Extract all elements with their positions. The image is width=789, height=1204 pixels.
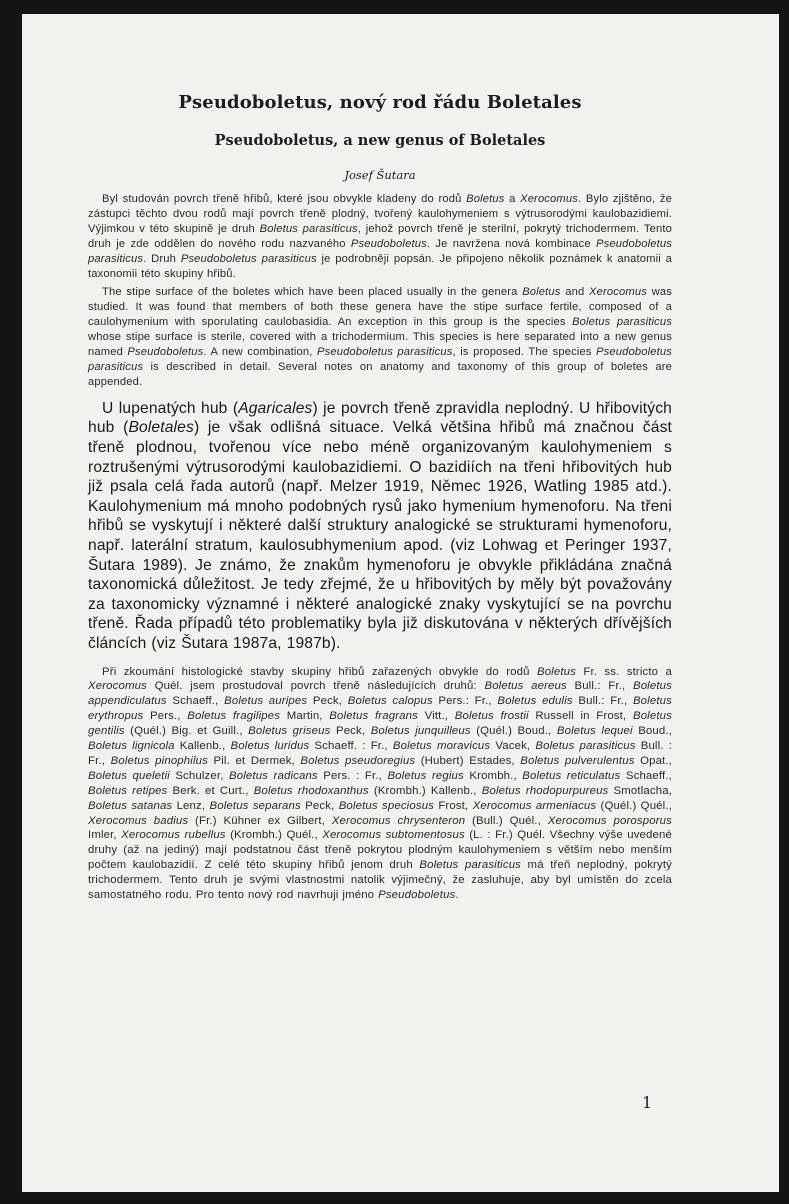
text-run: . A new combination, [203, 346, 317, 359]
italic-term: Boletus [522, 286, 561, 299]
italic-term: Boletus regius [387, 769, 464, 782]
text-run: Schaeff., [166, 695, 225, 708]
text-run: Vitt., [417, 710, 455, 723]
text-run: . Bylo zjištěno, že zástupci těchto dvou rodů mají povrch třeně plodný, tvořený kaulohymeniem s výtrusorodými kaulobazidiemi. Výjimkou v této skupině je druh [88, 193, 672, 235]
italic-term: Boletus parasiticus [259, 222, 358, 235]
text-run: Vacek, [490, 740, 536, 753]
italic-term: Boletus reticulatus [522, 769, 621, 782]
italic-term: Boletus luridus [230, 740, 310, 753]
text-run: . Je navržena nová kombinace [426, 237, 597, 250]
text-run: , jehož povrch třeně je sterilní, pokrytý trichodermem. Tento druh je zde oddělen do nového rodu nazvaného [88, 222, 672, 250]
italic-term: Xerocomus rubellus [121, 829, 226, 842]
italic-term: Pseudoboletus parasiticus [88, 237, 673, 265]
text-run: Martin, [280, 710, 330, 723]
text-run: is described in detail. Several notes on anatomy and taxonomy of this group of boletes are appended. [88, 360, 672, 388]
text-run: (Quél.) Big. et Guill., [124, 725, 249, 738]
text-run: (Krombh.) Kallenb., [368, 784, 482, 797]
text-run: Opat., [634, 754, 672, 767]
italic-term: Boletus parasiticus [419, 859, 522, 872]
text-run: . [455, 889, 459, 902]
journal-page [22, 14, 779, 1192]
text-run: ) je však odlišná situace. Velká většina hřibů má značnou část třeně plodnou, tvořenou více nebo méně organizovaným kaulohymeniem s roztrušenými výtrusorodými kaulobazidiemi. O bazidiích na třeni hřibovitých hub již psala celá řada autorů (např. Melzer 1919, Němec 1926, Watling 1985 atd.). Kaulohymenium má mnoho podobných rysů jako hymenium hymenoforu. Na třeni hřibů se vyskytují i některé další struktury analogické se strukturami hymenoforu, např. laterální stratum, kaulosubhymenium apod. (viz Lohwag et Peringer 1937, Šutara 1989). Je známo, že znakům hymenoforu je obvykle přikládána značná taxonomická důležitost. Je tedy zřejmé, že u hřibovitých by měly být považovány za taxonomicky významné i některé analogické znaky vyskytující se na povrchu třeně. Řada případů této problematiky byla již diskutována v některých dřívějších článcích (viz Šutara 1987a, 1987b). [88, 419, 672, 652]
text-run: Peck, [330, 725, 371, 738]
italic-term: Xerocomus badius [88, 814, 189, 827]
text-run: (Bull.) Quél., [465, 814, 548, 827]
text-run: má třeň neplodný, pokrytý trichodermem. Tento druh je svými vlastnostmi natolik výjimečný, že zasluhuje, aby byl umístěn do zcela samostatného rodu. Pro tento nový rod navrhuji jméno [88, 859, 672, 902]
article-title: Pseudoboletus, nový rod řádu Boletales [178, 92, 582, 113]
italic-term: Boletus queletii [88, 769, 170, 782]
text-run: whose stipe surface is sterile, covered with a trichodermium. This species is here separated into a new genus named [88, 331, 672, 359]
italic-term: Boletus [536, 665, 576, 678]
text-run: Peck, [307, 695, 348, 708]
text-run: Pers.: Fr., [432, 695, 498, 708]
italic-term: Boletus pulverulentus [520, 754, 635, 767]
text-run: Russell in Frost, [528, 710, 633, 723]
italic-term: Boletus erythropus [88, 695, 672, 723]
page-number: 1 [642, 1093, 653, 1112]
italic-term: Boletus parasiticus [535, 740, 636, 753]
article [88, 14, 672, 903]
text-run: Imler, [88, 829, 122, 842]
italic-term: Boletus pseudoregius [300, 754, 416, 767]
text-run: (Hubert) Estades, [415, 754, 521, 767]
italic-term: Boletus griseus [248, 725, 331, 738]
text-run: . Druh [143, 252, 181, 265]
italic-term: Boletus satanas [88, 799, 173, 812]
text-run: Pers. : Fr., [317, 769, 388, 782]
italic-term: Boletus edulis [497, 695, 573, 708]
italic-term: Xerocomus [520, 193, 579, 205]
italic-term: Boletus auripes [224, 695, 308, 708]
text-run: Pers., [143, 710, 188, 723]
text-run: Při zkoumání histologické stavby skupiny hřibů zařazených obvykle do rodů [102, 665, 537, 678]
italic-term: Boletus frostii [454, 710, 529, 723]
italic-term: Xerocomus subtomentosus [322, 829, 465, 842]
text-run: Berk. et Curt., [167, 784, 254, 797]
text-run: Bull. : Fr., [88, 740, 673, 767]
text-run: Krombh., [463, 769, 523, 782]
text-run: , is proposed. The species [452, 346, 597, 359]
body-intro [88, 399, 672, 654]
text-run: Bull.: Fr., [572, 695, 633, 708]
italic-term: Boletus appendiculatus [88, 680, 672, 708]
italic-term: Pseudoboletus parasiticus [317, 346, 453, 359]
article-author: Josef Šutara [344, 168, 416, 182]
italic-term: Pseudoboletus [350, 237, 427, 250]
italic-term: Xerocomus [88, 680, 147, 693]
abstract [88, 192, 672, 390]
italic-term: Boletus lignicola [88, 740, 175, 753]
italic-term: Boletus pinophilus [110, 754, 208, 767]
text-run: and [560, 286, 590, 299]
italic-term: Boletus fragrans [329, 710, 418, 723]
italic-term: Xerocomus porosporus [547, 814, 672, 827]
text-run: Smotlacha, [608, 784, 672, 797]
text-run: Bull.: Fr., [566, 680, 633, 693]
text-run: ) je povrch třeně zpravidla neplodný. U hřibovitých hub ( [88, 399, 672, 437]
italic-term: Boletus [466, 193, 505, 205]
text-run: Schaeff., [620, 769, 672, 782]
italic-term: Agaricales [238, 399, 313, 417]
abstract-english [88, 285, 672, 389]
text-run: a [504, 193, 521, 205]
text-run: Peck, [300, 799, 339, 812]
intro-paragraph [88, 399, 672, 654]
italic-term: Boletus rhodopurpureus [481, 784, 609, 797]
text-run: Schulzer, [169, 769, 229, 782]
abstract-czech [88, 192, 672, 281]
text-run: Fr. ss. stricto a [576, 665, 672, 678]
text-run: Frost, [434, 799, 473, 812]
italic-term: Boletus calopus [347, 695, 433, 708]
body-species [88, 665, 672, 904]
italic-term: Xerocomus chrysenteron [331, 814, 466, 827]
italic-term: Boletus parasiticus [572, 316, 672, 329]
italic-term: Xerocomus [589, 286, 647, 299]
italic-term: Boletus gentilis [88, 710, 672, 738]
italic-term: Boletus retipes [88, 784, 168, 797]
text-run: The stipe surface of the boletes which have been placed usually in the genera [102, 286, 523, 299]
text-run: (L. : Fr.) Quél. Všechny výše uvedené druhy (až na jediný) mají podstatnou část třeně pokrytou plodným kaulohymeniem s větším nebo menším počtem kaulobazidií. Z celé této skupiny hřibů jenom druh [88, 829, 672, 872]
text-run: Quél. jsem prostudoval povrch třeně následujících druhů: [146, 680, 485, 693]
italic-term: Pseudoboletus [127, 346, 204, 359]
text-run: (Krombh.) Quél., [225, 829, 323, 842]
italic-term: Boletus fragilipes [187, 710, 281, 723]
italic-term: Boletales [128, 419, 194, 437]
italic-term: Pseudoboletus parasiticus [180, 252, 317, 265]
text-run: Pil. et Dermek, [207, 754, 301, 767]
italic-term: Boletus lequei [556, 725, 633, 738]
article-subtitle: Pseudoboletus, a new genus of Boletales [214, 132, 546, 149]
italic-term: Boletus aereus [484, 680, 567, 693]
italic-term: Boletus moravicus [392, 740, 491, 753]
text-run: (Quél.) Boud., [470, 725, 557, 738]
text-run: U lupenatých hub ( [102, 399, 239, 417]
italic-term: Boletus speciosus [338, 799, 435, 812]
text-run: was studied. It was found that members of both these genera have the stipe surface fertile, composed of a caulohymenium with sporulating caulobasidia. An exception in this group is the species [88, 286, 672, 329]
text-run: Kallenb., [174, 740, 231, 753]
text-run: Boud., [632, 725, 673, 738]
italic-term: Pseudoboletus parasiticus [88, 346, 672, 373]
text-run: (Quél.) Quél., [596, 799, 672, 812]
italic-term: Boletus junquilleus [370, 725, 471, 738]
text-run: Schaeff. : Fr., [309, 740, 393, 753]
text-run: Lenz, [172, 799, 210, 812]
text-run: je podrobněji popsán. Je připojeno několik poznámek k anatomii a taxonomii této skupiny hřibů. [88, 252, 672, 280]
italic-term: Xerocomus armeniacus [472, 799, 597, 812]
text-run: (Fr.) Kühner ex Gilbert, [188, 814, 332, 827]
italic-term: Pseudoboletus [378, 889, 456, 902]
species-paragraph [88, 665, 672, 904]
italic-term: Boletus radicans [229, 769, 318, 782]
italic-term: Boletus separans [209, 799, 301, 812]
text-run: Byl studován povrch třeně hřibů, které jsou obvykle kladeny do rodů [102, 193, 467, 205]
italic-term: Boletus rhodoxanthus [253, 784, 369, 797]
